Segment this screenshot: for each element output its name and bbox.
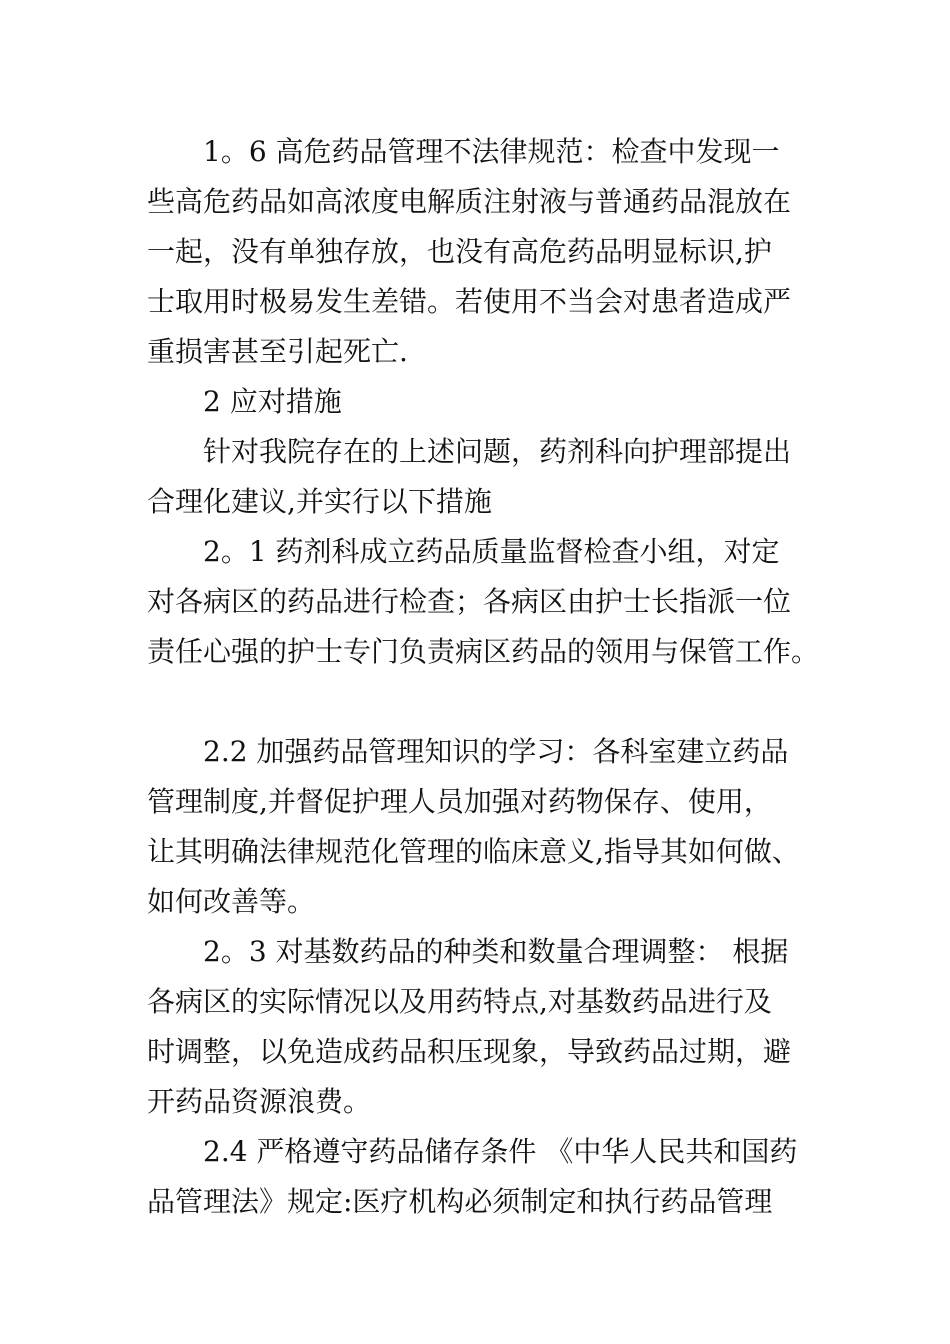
text-line: 责任心强的护士专门负责病区药品的领用与保管工作。 bbox=[147, 635, 820, 668]
text-line: 时调整，以免造成药品积压现象，导致药品过期，避 bbox=[147, 1035, 792, 1068]
text-line: 针对我院存在的上述问题，药剂科向护理部提出 bbox=[203, 435, 792, 468]
text-line: 1。6 高危药品管理不法律规范：检查中发现一 bbox=[203, 135, 780, 168]
text-line: 管理制度,并督促护理人员加强对药物保存、使用， bbox=[147, 785, 772, 818]
text-line: 对各病区的药品进行检查；各病区由护士长指派一位 bbox=[147, 585, 792, 618]
text-line: 2。3 对基数药品的种类和数量合理调整： 根据 bbox=[203, 935, 789, 968]
text-line: 一起，没有单独存放，也没有高危药品明显标识,护 bbox=[147, 235, 772, 268]
text-line: 各病区的实际情况以及用药特点,对基数药品进行及 bbox=[147, 985, 772, 1018]
text-line: 品管理法》规定:医疗机构必须制定和执行药品管理 bbox=[147, 1185, 773, 1218]
text-line: 合理化建议,并实行以下措施 bbox=[147, 485, 492, 518]
text-line: 些高危药品如高浓度电解质注射液与普通药品混放在 bbox=[147, 185, 792, 218]
text-line: 开药品资源浪费。 bbox=[147, 1085, 372, 1118]
text-line: 2.2 加强药品管理知识的学习：各科室建立药品 bbox=[203, 735, 789, 768]
text-line: 让其明确法律规范化管理的临床意义,指导其如何做、 bbox=[147, 835, 800, 868]
text-line: 2。1 药剂科成立药品质量监督检查小组，对定 bbox=[203, 535, 780, 568]
section-heading: 2 应对措施 bbox=[203, 385, 342, 418]
text-line: 如何改善等。 bbox=[147, 885, 316, 918]
text-line: 重损害甚至引起死亡. bbox=[147, 335, 408, 368]
text-line: 士取用时极易发生差错。若使用不当会对患者造成严 bbox=[147, 285, 792, 318]
text-line: 2.4 严格遵守药品储存条件 《中华人民共和国药 bbox=[203, 1135, 798, 1168]
